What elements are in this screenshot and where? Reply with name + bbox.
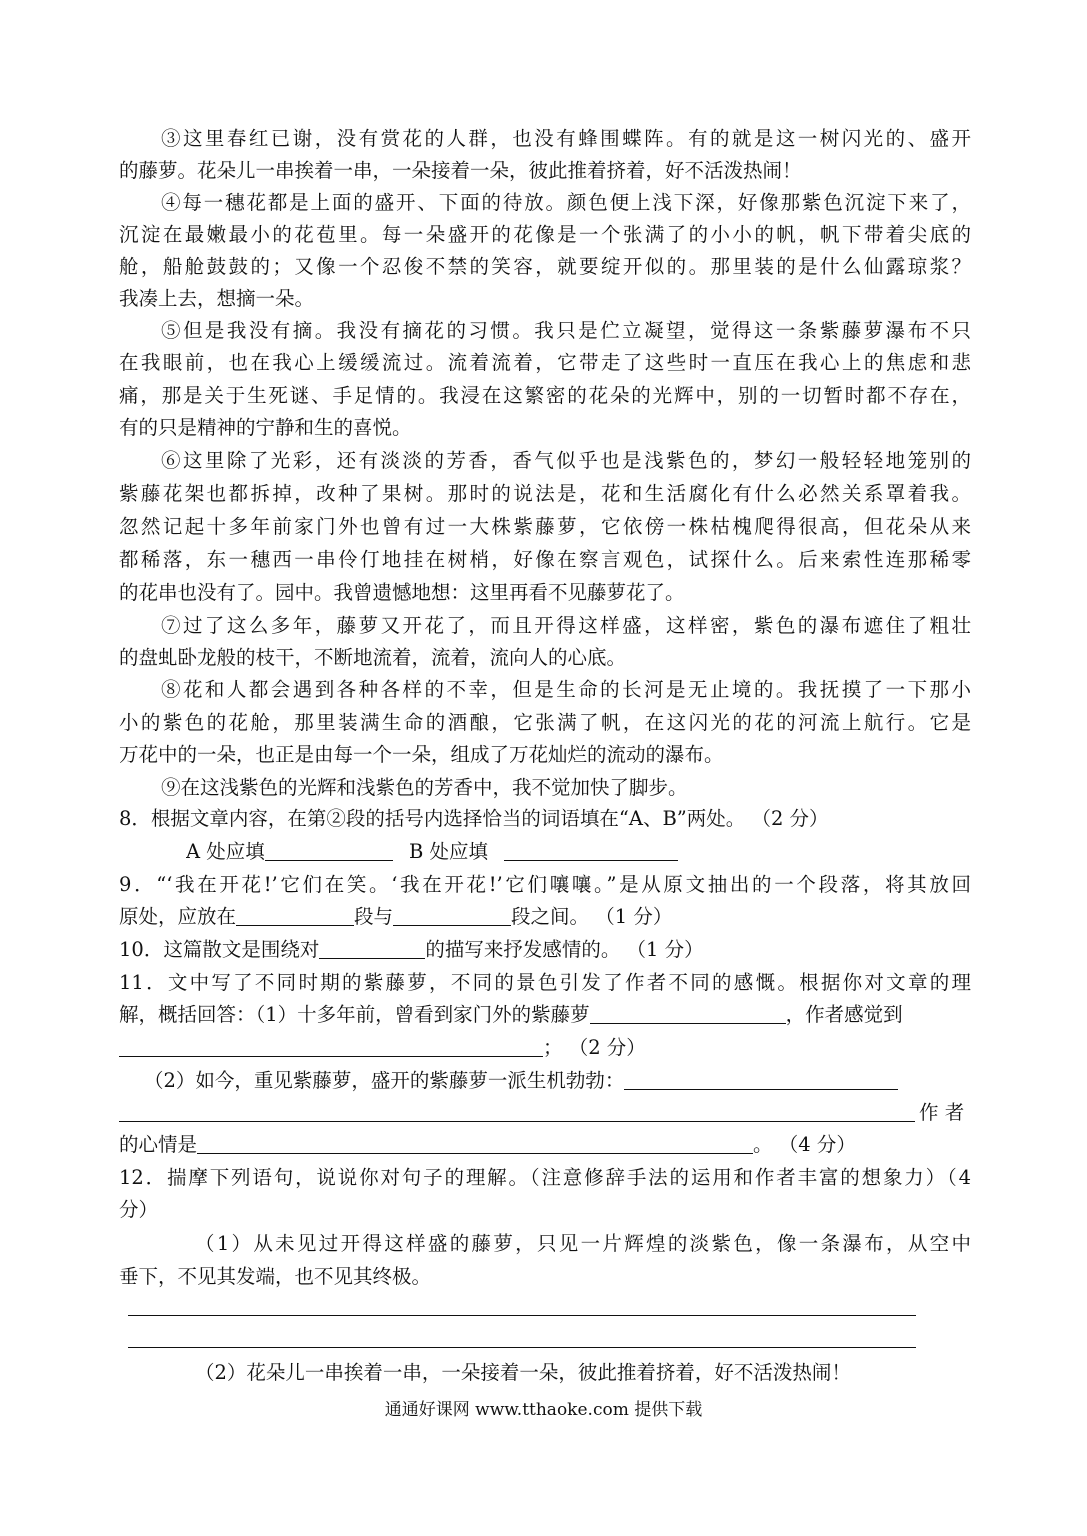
- question-11-part-2: [144, 1064, 971, 1097]
- question-11-part-2-line-3: [119, 1128, 971, 1161]
- question-11-blank-4[interactable]: [119, 1099, 915, 1122]
- question-12-1-line-1: （1）从未见过开得这样盛的藤萝，只见一片辉煌的淡紫色，像一条瀑布，从空中: [195, 1232, 971, 1255]
- paragraph-6-line-5: 的花串也没有了。园中。我曾遗憾地想：这里再看不见藤萝花了。: [119, 581, 685, 604]
- question-11-blank-3[interactable]: [624, 1067, 898, 1090]
- question-11-blank-1[interactable]: [590, 1001, 786, 1024]
- question-9-blank-1[interactable]: [236, 903, 354, 926]
- paragraph-6-line-2: 紫藤花架也都拆掉，改种了果树。那时的说法是，花和生活腐化有什么必然关系罩着我。: [119, 482, 971, 505]
- paragraph-8-line-1: ⑧花和人都会遇到各种各样的不幸，但是生命的长河是无止境的。我抚摸了一下那小: [161, 678, 971, 701]
- question-12-line-2: 分）: [119, 1198, 159, 1221]
- question-11-post: ，作者感觉到: [785, 1003, 903, 1026]
- question-8-label-b: B 处应填: [408, 840, 489, 863]
- question-9-line-2: [119, 900, 971, 933]
- question-10-post: 的描写来抒发感情的。 （1 分）: [425, 938, 704, 961]
- question-11-blank-2[interactable]: [119, 1034, 543, 1057]
- question-8-blank-a[interactable]: [265, 838, 393, 861]
- paragraph-5-line-4: 有的只是精神的宁静和生的喜悦。: [119, 416, 412, 439]
- answer-line-1[interactable]: [128, 1315, 916, 1316]
- question-11-2-pre: （2）如今，重见紫藤萝，盛开的紫藤萝一派生机勃勃：: [144, 1069, 625, 1092]
- question-11-end: ； （2 分）: [543, 1036, 646, 1059]
- paragraph-5-line-1: ⑤但是我没有摘。我没有摘花的习惯。我只是伫立凝望，觉得这一条紫藤萝瀑布不只: [161, 319, 971, 342]
- question-8-answer-row: [186, 835, 971, 868]
- question-12-line-1: 12．揣摩下列语句，说说你对句子的理解。（注意修辞手法的运用和作者丰富的想象力）（4: [119, 1166, 971, 1189]
- paragraph-4-line-1: ④每一穗花都是上面的盛开、下面的待放。颜色便上浅下深，好像那紫色沉淀下来了，: [161, 191, 971, 214]
- question-11-line-3: [119, 1031, 971, 1064]
- question-8-blank-b[interactable]: [504, 838, 678, 861]
- answer-line-2[interactable]: [128, 1347, 916, 1348]
- paragraph-6-line-4: 都稀落，东一穗西一串伶仃地挂在树梢，好像在察言观色，试探什么。后来索性连那稀零: [119, 548, 971, 571]
- question-12-2: （2）花朵儿一串挨着一串，一朵接着一朵，彼此推着挤着，好不活泼热闹！: [195, 1361, 851, 1384]
- question-9-pre: 原处，应放在: [119, 905, 237, 928]
- question-11-2-mood: 的心情是: [119, 1133, 198, 1156]
- question-11-part-2-line-2: [119, 1096, 971, 1129]
- question-11-pre: 解，概括回答：（1）十多年前，曾看到家门外的紫藤萝: [119, 1003, 590, 1026]
- paragraph-8-line-3: 万花中的一朵，也正是由每一个一朵，组成了万花灿烂的流动的瀑布。: [119, 743, 724, 766]
- question-11-line-1: 11．文中写了不同时期的紫藤萝，不同的景色引发了作者不同的感慨。根据你对文章的理: [119, 971, 971, 994]
- question-10-pre: 10．这篇散文是围绕对: [119, 938, 320, 961]
- question-9-post: 段之间。 （1 分）: [511, 905, 673, 928]
- paragraph-7-line-2: 的盘虬卧龙般的枝干，不断地流着，流着，流向人的心底。: [119, 646, 627, 669]
- question-8: 8．根据文章内容，在第②段的括号内选择恰当的词语填在“A、B”两处。 （2 分）: [119, 807, 829, 830]
- question-11-line-2: [119, 998, 971, 1031]
- paragraph-4-line-3: 舱，船舱鼓鼓的；又像一个忍俊不禁的笑容，就要绽开似的。那里装的是什么仙露琼浆？: [119, 255, 971, 278]
- question-11-blank-5[interactable]: [197, 1131, 753, 1154]
- question-9-line-1: 9．“‘我在开花!’它们在笑。‘我在开花!’它们嚷嚷。”是从原文抽出的一个段落，将其放回: [119, 873, 971, 896]
- question-10-blank[interactable]: [319, 936, 425, 959]
- paragraph-5-line-2: 在我眼前，也在我心上缓缓流过。流着流着，它带走了这些时一直压在我心上的焦虑和悲: [119, 351, 971, 374]
- paragraph-7-line-1: ⑦过了这么多年，藤萝又开花了，而且开得这样盛，这样密，紫色的瀑布遮住了粗壮: [161, 614, 971, 637]
- paragraph-4-line-4: 我凑上去，想摘一朵。: [119, 287, 315, 310]
- paragraph-5-line-3: 痛，那是关于生死谜、手足情的。我浸在这繁密的花朵的光辉中，别的一切暂时都不存在，: [119, 384, 971, 407]
- paragraph-8-line-2: 小的紫色的花舱，那里装满生命的酒酿，它张满了帆，在这闪光的花的河流上航行。它是: [119, 711, 971, 734]
- question-12-1-line-2: 垂下，不见其发端，也不见其终极。: [119, 1265, 432, 1288]
- question-9-blank-2[interactable]: [393, 903, 511, 926]
- page-footer: 通通好课网 www.tthaoke.com 提供下载: [384, 1400, 703, 1420]
- paragraph-4-line-2: 沉淀在最嫩最小的花苞里。每一朵盛开的花像是一个张满了的小小的帆，帆下带着尖底的: [119, 223, 971, 246]
- question-11-2-end: 。 （4 分）: [753, 1133, 856, 1156]
- paragraph-6-line-1: ⑥这里除了光彩，还有淡淡的芳香，香气似乎也是浅紫色的，梦幻一般轻轻地笼别的: [161, 449, 971, 472]
- paragraph-9-line-1: ⑨在这浅紫色的光辉和浅紫色的芳香中，我不觉加快了脚步。: [161, 776, 688, 799]
- question-11-2-author: 作 者: [919, 1101, 965, 1124]
- paragraph-6-line-3: 忽然记起十多年前家门外也曾有过一大株紫藤萝，它依傍一株枯槐爬得很高，但花朵从来: [119, 515, 971, 538]
- question-9-mid: 段与: [354, 905, 394, 928]
- paragraph-3-line-2: 的藤萝。花朵儿一串挨着一串，一朵接着一朵，彼此推着挤着，好不活泼热闹！: [119, 159, 802, 182]
- question-8-label-a: A 处应填: [186, 840, 265, 863]
- question-10: [119, 933, 971, 966]
- paragraph-3-line-1: ③这里春红已谢，没有赏花的人群，也没有蜂围蝶阵。有的就是这一树闪光的、盛开: [161, 127, 971, 150]
